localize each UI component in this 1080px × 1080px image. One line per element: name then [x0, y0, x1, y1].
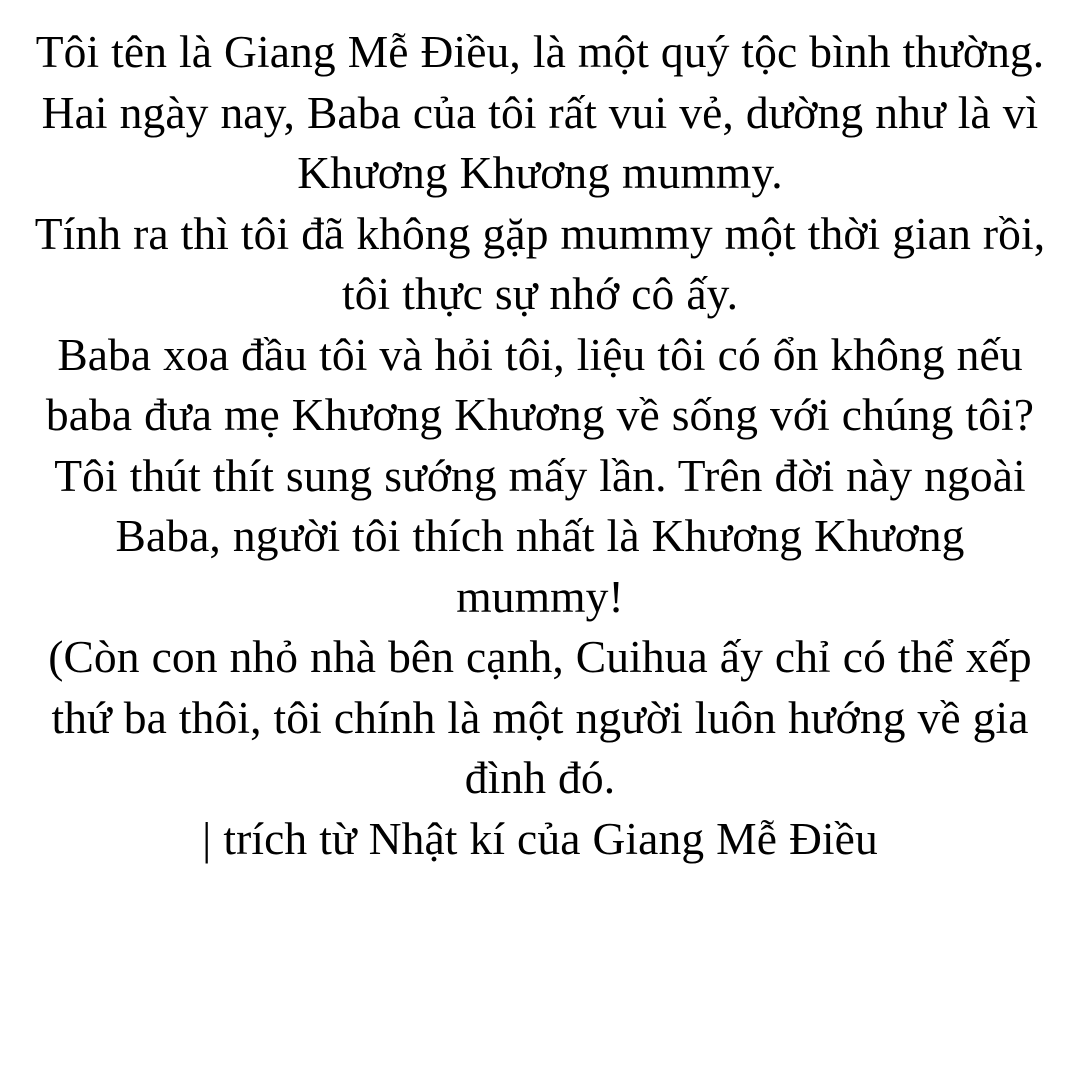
paragraph-3: Tính ra thì tôi đã không gặp mummy một thời gian rồi, tôi thực sự nhớ cô ấy.: [34, 207, 1046, 319]
paragraph-6: (Còn con nhỏ nhà bên cạnh, Cuihua ấy chỉ có thể xếp thứ ba thôi, tôi chính là một người luôn hướng về gia đình đó.: [48, 631, 1032, 803]
paragraph-4: Baba xoa đầu tôi và hỏi tôi, liệu tôi có ổn không nếu baba đưa mẹ Khương Khương về sống với chúng tôi?: [45, 328, 1035, 440]
attribution-line: | trích từ Nhật kí của Giang Mễ Điều: [202, 812, 878, 864]
diary-excerpt-text: [28, 22, 1052, 869]
paragraph-5: Tôi thút thít sung sướng mấy lần. Trên đời này ngoài Baba, người tôi thích nhất là Khương Khương mummy!: [54, 449, 1026, 622]
paragraph-2: Hai ngày nay, Baba của tôi rất vui vẻ, dường như là vì Khương Khương mummy.: [41, 86, 1039, 198]
paragraph-1: Tôi tên là Giang Mễ Điều, là một quý tộc bình thường.: [35, 26, 1045, 77]
